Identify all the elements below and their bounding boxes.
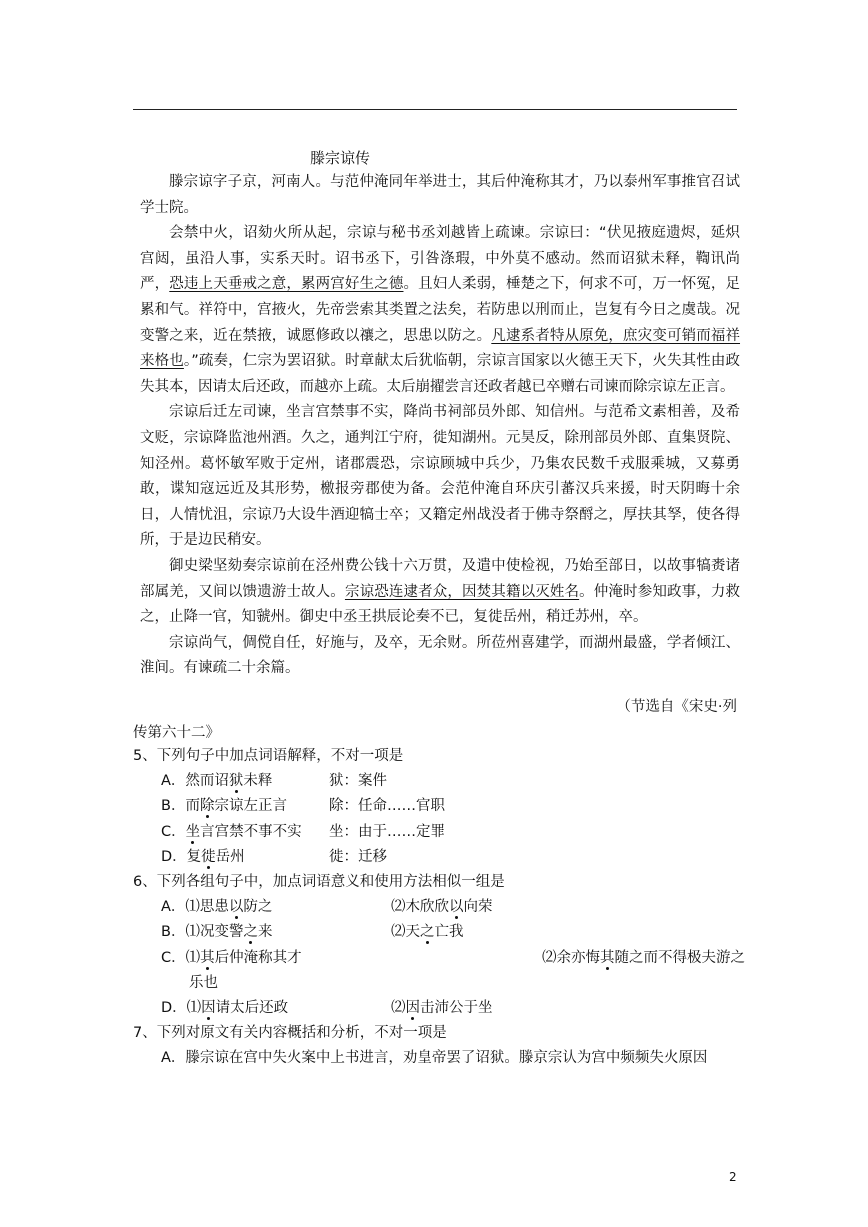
paragraph-2-part-c: 。”疏奏，仁宗为罢诏狱。时章献太后犹临朝，宗谅言国家以火德王天下，火失其性由政失其本，因请太后还政，而越亦上疏。太后崩擢尝言还政者越已卒赠右司谏而除宗谅左正言。 [140, 353, 741, 395]
source-citation [133, 694, 737, 746]
option-text: 击沛公于坐 [420, 1000, 493, 1017]
option-text: 而 [185, 798, 200, 815]
dotted-word: 徙 [201, 848, 216, 865]
page-number: 2 [729, 1170, 737, 1184]
question-5-option-a [133, 769, 745, 794]
option-text: 亡我 [434, 924, 464, 941]
option-letter: C． [161, 949, 186, 966]
question-5-stem: 5、下列句子中加点词语解释，不对一项是 [133, 748, 404, 764]
dotted-word: 其 [200, 949, 215, 966]
underlined-sentence-3: 宗谅恐连逮者众，因焚其籍以灭姓名 [344, 583, 580, 600]
option-text: 岳州 [215, 848, 245, 865]
underlined-sentence-2: 凡逮系者特从原免，庶灾变可销而福祥来格也 [140, 327, 741, 370]
dotted-word: 之 [243, 924, 258, 941]
option-text: 宗谅左正言 [214, 798, 287, 815]
option-letter: C． [161, 823, 186, 840]
option-explanation: 徙：迁移 [329, 848, 387, 865]
question-6-option-c [133, 946, 745, 996]
option-text: 请太后还政 [215, 1000, 289, 1017]
question-5-option-d [133, 845, 745, 870]
paragraph-2-part-b: 。且妇人柔弱，棰楚之下，何求不可，万一怀冤，足累和气。祥符中，宫掖火，先帝尝索其类置之法矣，若防患以刑而止，岂复有今日之虞哉。况变警之来，近在禁掖，诚愿修政以禳之，思患以防之。 [140, 276, 741, 344]
option-text: ⑴ [185, 949, 201, 966]
dotted-word: 以 [228, 899, 244, 916]
dotted-word: 除 [199, 798, 215, 815]
dotted-word: 狱 [228, 773, 244, 790]
question-5-option-b [133, 794, 745, 819]
option-text: 复 [186, 848, 202, 865]
dotted-word: 因 [201, 1000, 216, 1017]
option-text: ⑴ [186, 1000, 202, 1017]
option-letter: B． [161, 924, 186, 941]
option-letter: B． [161, 798, 186, 815]
paragraph-5: 宗谅尚气，倜傥自任，好施与，及卒，无余财。所莅州喜建学，而湖州最盛，学者倾江、淮间。有谏疏二十余篇。 [140, 634, 740, 677]
question-6-option-a [133, 895, 745, 920]
dotted-word: 以 [449, 899, 464, 916]
paragraph-4-part-a: 御史梁坚劾奏宗谅前在泾州费公钱十六万贯，及遣中使检视，乃始至部日，以故事犒赉诸部属羌，又间以馈遗游士故人。 [140, 557, 740, 600]
paragraph-2 [140, 221, 740, 400]
option-text: ⑵余亦悔 [542, 949, 600, 966]
option-continuation: 乐也 [189, 974, 218, 991]
option-explanation: 除：任命……官职 [329, 798, 445, 815]
questions-block [133, 744, 745, 1072]
option-text: ⑴况变警 [185, 924, 244, 941]
option-text: 防之 [243, 899, 273, 916]
option-text: ⑵天 [391, 924, 420, 941]
option-explanation: 狱：案件 [329, 773, 387, 790]
paragraph-1: 滕宗谅字子京，河南人。与范仲淹同年举进士，其后仲淹称其才，乃以泰州军事推官召试学士院。 [140, 174, 740, 216]
dotted-word: 之 [420, 924, 435, 941]
option-text: 言宫禁不事不实 [200, 823, 302, 840]
option-text: 向荣 [463, 899, 493, 916]
dotted-word: 因 [405, 1000, 420, 1017]
option-letter: D． [161, 848, 187, 865]
option-text: ⑵ [391, 1000, 406, 1017]
option-letter: A． [161, 773, 186, 790]
option-text: 后仲淹称其才 [214, 949, 302, 966]
option-text: ⑵木欣欣 [391, 899, 449, 916]
option-text: ⑴思患 [185, 899, 229, 916]
option-text: 然而诏 [185, 773, 229, 790]
paragraph-4 [140, 554, 740, 631]
option-letter: A． [161, 899, 186, 916]
question-6-option-d [133, 996, 745, 1021]
option-text: 未释 [243, 773, 273, 790]
question-5-option-c [133, 820, 745, 845]
paragraph-4-part-b: 。仲淹时参知政事，力救之，止降一官，知虢州。御史中丞王拱辰论奏不已，复徙岳州，稍迁苏州，卒。 [140, 583, 741, 626]
passage-body [140, 170, 740, 682]
underlined-sentence-1: 恐违上天垂戒之意，累两宫好生之德 [169, 276, 404, 293]
dotted-word: 坐 [185, 823, 201, 840]
question-7-option-a: A．滕宗谅在宫中失火案中上书进言，劝皇帝罢了诏狱。滕京宗认为宫中频频失火原因 [161, 1050, 708, 1067]
paragraph-2-part-a: 会禁中火，诏劾火所从起，宗谅与秘书丞刘越皆上疏谏。宗谅曰：“伏见掖庭遗烬，延炽宫闼，虽沿人事，实系天时。诏书丞下，引咎涤瑕，中外莫不感动。然而诏狱未释，鞫讯尚严， [140, 225, 740, 293]
source-line-1: （节选自《宋史·列 [616, 699, 737, 715]
option-letter: D． [161, 1000, 187, 1017]
question-6-stem: 6、下列各组句子中，加点词语意义和使用方法相似一组是 [133, 874, 505, 891]
question-6-option-b [133, 920, 745, 945]
header-rule [133, 109, 737, 110]
option-text: 来 [257, 924, 273, 941]
paragraph-3: 宗谅后迁左司谏，坐言宫禁事不实，降尚书祠部员外郎、知信州。与范希文素相善，及希文贬，宗谅降监池州酒。久之，通判江宁府，徙知湖州。元昊反，除刑部员外郎、直集贤院、知泾州。葛怀敏军败于定州，诸郡震恐，宗谅顾城中兵少，乃集农民数千戎服乘城，又募勇敢，谍知寇远近及其形势，檄报旁郡使为备。会范仲淹自环庆引蕃汉兵来援，时天阴晦十余日，人情忧沮，宗谅乃大设牛酒迎犒士卒；又籍定州战没者于佛寺祭酹之，厚扶其孥，使各得所，于是边民稍安。 [140, 404, 740, 549]
passage-title: 滕宗谅传 [310, 149, 371, 167]
question-7-stem: 7、下列对原文有关内容概括和分析，不对一项是 [133, 1025, 447, 1042]
source-line-2: 传第六十二》 [133, 725, 220, 741]
dotted-word: 其 [600, 949, 615, 966]
option-explanation: 坐：由于……定罪 [329, 823, 445, 840]
option-text: 随之而不得极夫游之 [614, 949, 745, 966]
